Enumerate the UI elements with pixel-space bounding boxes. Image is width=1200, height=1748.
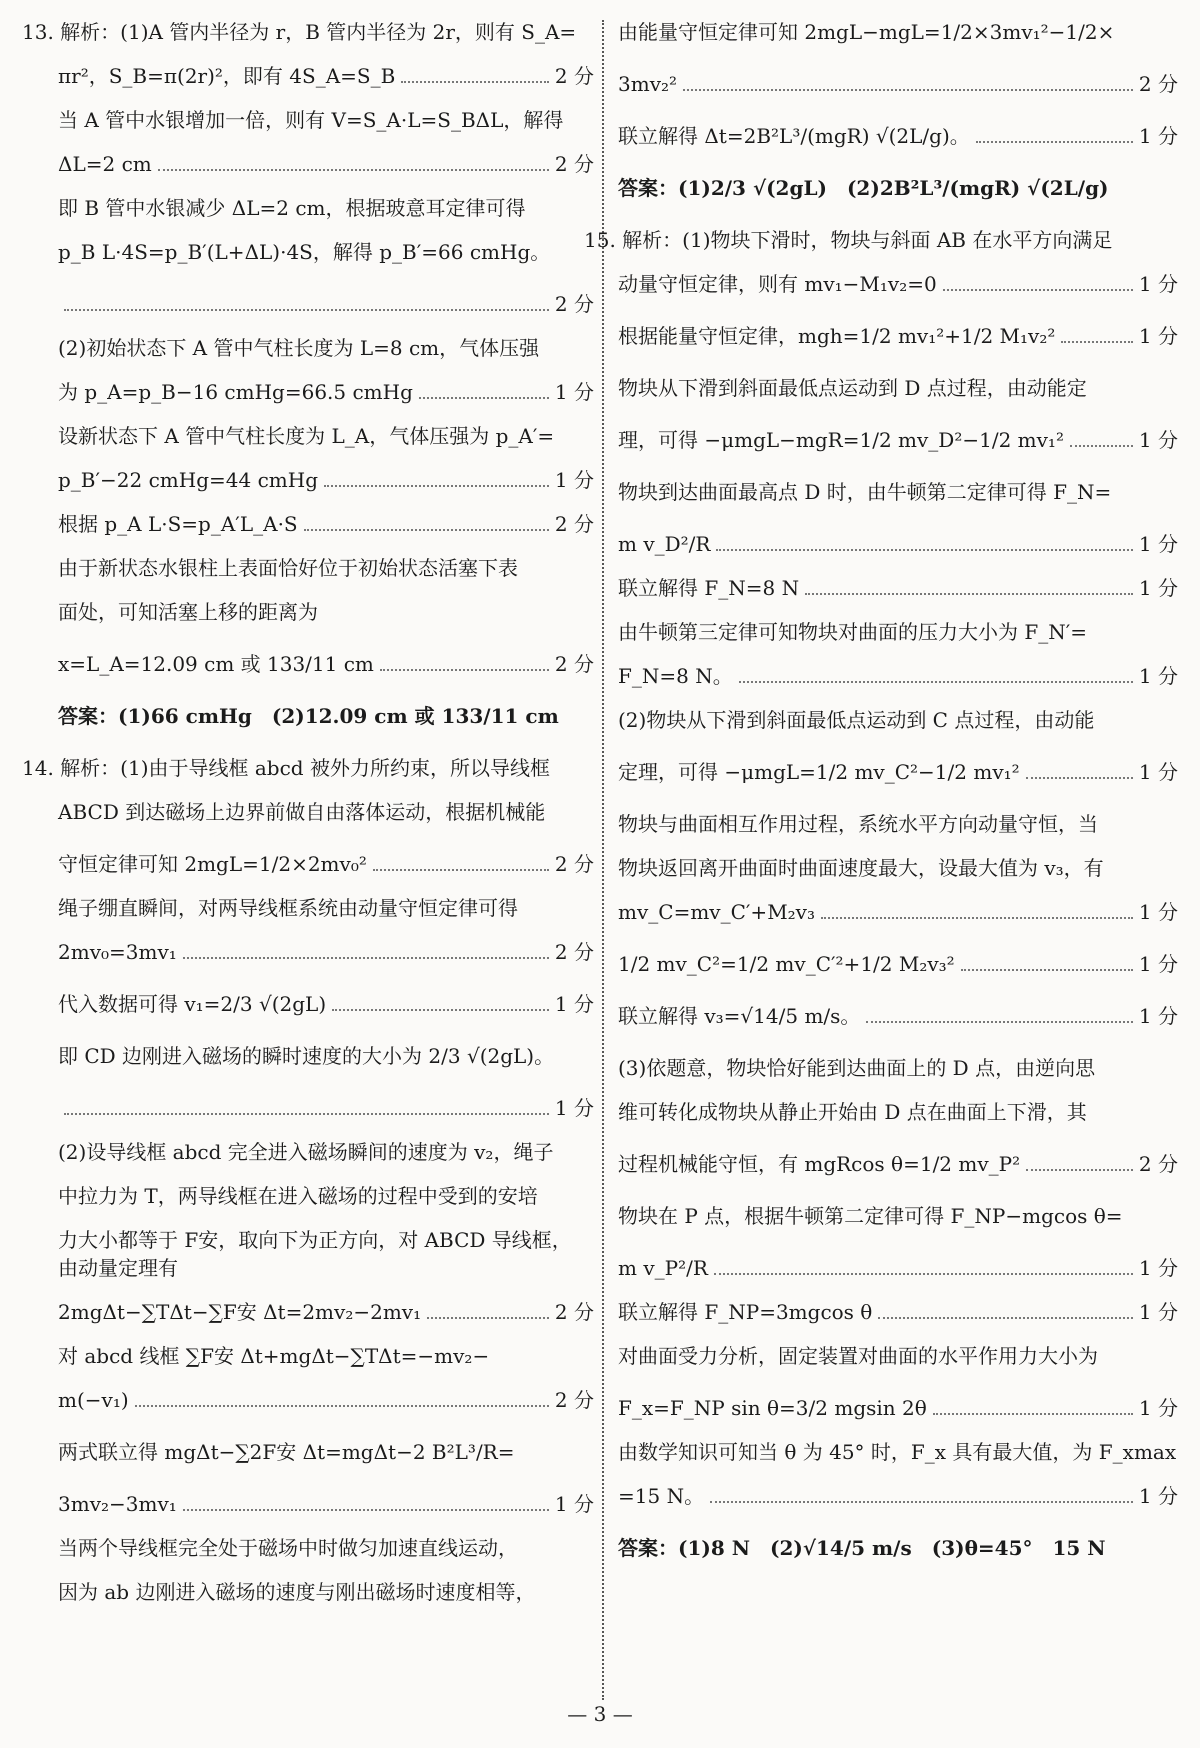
leader-dots	[1026, 1169, 1133, 1171]
q14-cont-line-1	[618, 18, 1178, 46]
q13-line-15	[22, 650, 594, 678]
right-column	[584, 18, 1178, 1562]
q15-line-21	[618, 1202, 1178, 1230]
leader-dots	[419, 397, 549, 399]
q15-line-25	[618, 1394, 1178, 1422]
q15-line-14	[618, 854, 1178, 882]
q13-line-13	[22, 554, 594, 582]
leader-dots	[943, 289, 1133, 291]
q14-line-5	[22, 938, 594, 966]
line-text: 过程机械能守恒，有 mgRcos θ=1/2 mv_P²	[618, 1152, 1021, 1176]
q14-cont-line-2	[618, 70, 1178, 98]
q15-line-11	[618, 706, 1178, 734]
score-label: 1 分	[554, 468, 594, 492]
line-text: F_x=F_NP sin θ=3/2 mgsin 2θ	[618, 1396, 927, 1420]
line-text: 由动量定理有	[58, 1256, 178, 1280]
line-text: (2)物块从下滑到斜面最低点运动到 C 点过程，由动能	[618, 708, 1095, 732]
q15-line-8	[618, 574, 1178, 602]
q14-cont-line-3	[618, 122, 1178, 150]
q15-line-15	[618, 898, 1178, 926]
column-divider	[602, 20, 604, 1700]
line-text: ABCD 到达磁场上边界前做自由落体运动，根据机械能	[58, 800, 546, 824]
leader-dots	[64, 1113, 549, 1115]
q15-line-22	[618, 1254, 1178, 1282]
leader-dots	[878, 1317, 1133, 1319]
line-text: 代入数据可得 v₁=2/3 √(2gL)	[58, 992, 327, 1016]
score-label: 2 分	[554, 292, 594, 316]
score-label: 1 分	[1138, 124, 1178, 148]
q13-line-1	[22, 18, 594, 46]
line-text: πr²，S_B=π(2r)²，即有 4S_A=S_B	[58, 64, 396, 88]
line-text: (2)初始状态下 A 管中气柱长度为 L=8 cm，气体压强	[58, 336, 540, 360]
line-text: 物块返回离开曲面时曲面速度最大，设最大值为 v₃，有	[618, 856, 1104, 880]
line-text: 力大小都等于 F安，取向下为正方向，对 ABCD 导线框，	[58, 1228, 572, 1252]
q15-line-7	[618, 530, 1178, 558]
line-text: 绳子绷直瞬间，对两导线框系统由动量守恒定律可得	[58, 896, 518, 920]
q13-answer	[22, 702, 594, 730]
leader-dots	[183, 1509, 549, 1511]
leader-dots	[324, 485, 549, 487]
leader-dots	[976, 141, 1133, 143]
q14-answer	[618, 174, 1178, 202]
line-text: m v_D²/R	[618, 532, 711, 556]
line-text: 理，可得 −μmgL−mgR=1/2 mv_D²−1/2 mv₁²	[618, 428, 1064, 452]
leader-dots	[961, 969, 1133, 971]
line-text: 中拉力为 T，两导线框在进入磁场的过程中受到的安培	[58, 1184, 538, 1208]
q13-line-9	[22, 378, 594, 406]
line-text: 由于新状态水银柱上表面恰好位于初始状态活塞下表	[58, 556, 518, 580]
q14-line-12	[22, 1254, 594, 1282]
line-text: 联立解得 v₃=√14/5 m/s。	[618, 1004, 861, 1028]
leader-dots	[135, 1405, 549, 1407]
line-text: 当两个导线框完全处于磁场中时做匀加速直线运动，	[58, 1536, 518, 1560]
line-text: m v_P²/R	[618, 1256, 708, 1280]
q14-line-19	[22, 1578, 594, 1606]
leader-dots	[716, 549, 1132, 551]
q13-line-4	[22, 150, 594, 178]
q13-line-3	[22, 106, 594, 134]
q14-line-9	[22, 1138, 594, 1166]
line-text: 1/2 mv_C²=1/2 mv_C′²+1/2 M₂v₃²	[618, 952, 955, 976]
score-label: 1 分	[1138, 272, 1178, 296]
score-label: 2 分	[554, 652, 594, 676]
line-text: 答案：(1)66 cmHg (2)12.09 cm 或 133/11 cm	[58, 704, 559, 728]
score-label: 1 分	[1138, 664, 1178, 688]
q15-line-19	[618, 1098, 1178, 1126]
q15-line-9	[618, 618, 1178, 646]
q14-line-2	[22, 798, 594, 826]
q15-line-12	[618, 758, 1178, 786]
score-label: 1 分	[1138, 428, 1178, 452]
line-text: m(−v₁)	[58, 1388, 129, 1412]
line-text: 对曲面受力分析，固定装置对曲面的水平作用力大小为	[618, 1344, 1098, 1368]
q15-answer	[618, 1534, 1178, 1562]
leader-dots	[64, 309, 549, 311]
q13-line-7	[22, 290, 594, 318]
q14-line-7	[22, 1042, 594, 1070]
line-text: 物块从下滑到斜面最低点运动到 D 点过程，由动能定	[618, 376, 1087, 400]
score-label: 1 分	[1138, 760, 1178, 784]
q15-line-24	[618, 1342, 1178, 1370]
q14-line-4	[22, 894, 594, 922]
q15-line-10	[618, 662, 1178, 690]
score-label: 1 分	[1138, 324, 1178, 348]
q15-line-5	[618, 426, 1178, 454]
q13-line-11	[22, 466, 594, 494]
q14-line-8	[22, 1094, 594, 1122]
q15-line-6	[618, 478, 1178, 506]
line-text: 3mv₂²	[618, 72, 678, 96]
q14-line-15	[22, 1386, 594, 1414]
leader-dots	[332, 1009, 549, 1011]
q15-line-13	[618, 810, 1178, 838]
score-label: 2 分	[554, 1300, 594, 1324]
line-text: mv_C=mv_C′+M₂v₃	[618, 900, 816, 924]
line-text: 14. 解析：(1)由于导线框 abcd 被外力所约束，所以导线框	[22, 756, 550, 780]
line-text: 3mv₂−3mv₁	[58, 1492, 177, 1516]
score-label: 1 分	[554, 992, 594, 1016]
q14-line-14	[22, 1342, 594, 1370]
q13-line-12	[22, 510, 594, 538]
line-text: 面处，可知活塞上移的距离为	[58, 600, 318, 624]
line-text: 根据能量守恒定律，mgh=1/2 mv₁²+1/2 M₁v₂²	[618, 324, 1056, 348]
line-text: 为 p_A=p_B−16 cmHg=66.5 cmHg	[58, 380, 413, 404]
line-text: 动量守恒定律，则有 mv₁−M₁v₂=0	[618, 272, 937, 296]
q15-line-2	[618, 270, 1178, 298]
line-text: 即 CD 边刚进入磁场的瞬时速度的大小为 2/3 √(2gL)。	[58, 1044, 555, 1068]
leader-dots	[1026, 777, 1133, 779]
score-label: 1 分	[1138, 1300, 1178, 1324]
q14-line-16	[22, 1438, 594, 1466]
line-text: 由牛顿第三定律可知物块对曲面的压力大小为 F_N′=	[618, 620, 1088, 644]
score-label: 1 分	[554, 1492, 594, 1516]
q15-line-3	[618, 322, 1178, 350]
score-label: 2 分	[554, 852, 594, 876]
line-text: 即 B 管中水银减少 ΔL=2 cm，根据玻意耳定律可得	[58, 196, 526, 220]
line-text: 物块到达曲面最高点 D 时，由牛顿第二定律可得 F_N=	[618, 480, 1112, 504]
line-text: x=L_A=12.09 cm 或 133/11 cm	[58, 652, 374, 676]
score-label: 2 分	[554, 152, 594, 176]
line-text: (2)设导线框 abcd 完全进入磁场瞬间的速度为 v₂，绳子	[58, 1140, 554, 1164]
line-text: 2mv₀=3mv₁	[58, 940, 177, 964]
leader-dots	[739, 681, 1133, 683]
line-text: 物块与曲面相互作用过程，系统水平方向动量守恒，当	[618, 812, 1098, 836]
line-text: 联立解得 F_N=8 N	[618, 576, 800, 600]
line-text: 设新状态下 A 管中气柱长度为 L_A，气体压强为 p_A′=	[58, 424, 555, 448]
score-label: 2 分	[1138, 72, 1178, 96]
leader-dots	[933, 1413, 1133, 1415]
q13-line-6	[22, 238, 594, 266]
score-label: 2 分	[554, 1388, 594, 1412]
leader-dots	[805, 593, 1133, 595]
line-text: 联立解得 F_NP=3mgcos θ	[618, 1300, 873, 1324]
q15-line-1	[584, 226, 1178, 254]
leader-dots	[1070, 445, 1133, 447]
score-label: 2 分	[554, 940, 594, 964]
line-text: (3)依题意，物块恰好能到达曲面上的 D 点，由逆向思	[618, 1056, 1096, 1080]
leader-dots	[373, 869, 549, 871]
leader-dots	[427, 1317, 549, 1319]
q15-line-23	[618, 1298, 1178, 1326]
q15-line-16	[618, 950, 1178, 978]
q15-line-18	[618, 1054, 1178, 1082]
score-label: 1 分	[1138, 1396, 1178, 1420]
score-label: 1 分	[1138, 900, 1178, 924]
q14-line-11	[22, 1226, 594, 1254]
line-text: 因为 ab 边刚进入磁场的速度与刚出磁场时速度相等，	[58, 1580, 536, 1604]
q14-line-6	[22, 990, 594, 1018]
line-text: 当 A 管中水银增加一倍，则有 V=S_A·L=S_BΔL，解得	[58, 108, 564, 132]
line-text: p_B′−22 cmHg=44 cmHg	[58, 468, 318, 492]
q15-line-4	[618, 374, 1178, 402]
score-label: 1 分	[1138, 952, 1178, 976]
line-text: 答案：(1)8 N (2)√14/5 m/s (3)θ=45° 15 N	[618, 1536, 1106, 1560]
q13-line-14	[22, 598, 594, 626]
q15-line-20	[618, 1150, 1178, 1178]
score-label: 1 分	[1138, 532, 1178, 556]
score-label: 2 分	[554, 64, 594, 88]
page-number: — 3 —	[567, 1702, 633, 1726]
leader-dots	[304, 529, 549, 531]
leader-dots	[401, 81, 549, 83]
q14-line-3	[22, 850, 594, 878]
q13-line-8	[22, 334, 594, 362]
line-text: ΔL=2 cm	[58, 152, 152, 176]
leader-dots	[1061, 341, 1133, 343]
line-text: 定理，可得 −μmgL=1/2 mv_C²−1/2 mv₁²	[618, 760, 1020, 784]
q13-line-2	[22, 62, 594, 90]
score-label: 1 分	[1138, 1484, 1178, 1508]
leader-dots	[683, 89, 1133, 91]
score-label: 2 分	[1138, 1152, 1178, 1176]
leader-dots	[866, 1021, 1132, 1023]
score-label: 1 分	[554, 380, 594, 404]
leader-dots	[821, 917, 1133, 919]
line-text: 由数学知识可知当 θ 为 45° 时，F_x 具有最大值，为 F_xmax	[618, 1440, 1177, 1464]
score-label: 1 分	[1138, 1004, 1178, 1028]
line-text: 15. 解析：(1)物块下滑时，物块与斜面 AB 在水平方向满足	[584, 228, 1113, 252]
line-text: 维可转化成物块从静止开始由 D 点在曲面上下滑，其	[618, 1100, 1087, 1124]
leader-dots	[183, 957, 549, 959]
q15-line-27	[618, 1482, 1178, 1510]
q13-line-5	[22, 194, 594, 222]
score-label: 1 分	[554, 1096, 594, 1120]
line-text: 守恒定律可知 2mgL=1/2×2mv₀²	[58, 852, 367, 876]
line-text: 联立解得 Δt=2B²L³/(mgR) √(2L/g)。	[618, 124, 970, 148]
score-label: 1 分	[1138, 1256, 1178, 1280]
q15-line-26	[618, 1438, 1178, 1466]
line-text: 对 abcd 线框 ∑F安 Δt+mgΔt−∑TΔt=−mv₂−	[58, 1344, 490, 1368]
score-label: 1 分	[1138, 576, 1178, 600]
line-text: 13. 解析：(1)A 管内半径为 r，B 管内半径为 2r，则有 S_A=	[22, 20, 577, 44]
score-label: 2 分	[554, 512, 594, 536]
line-text: 物块在 P 点，根据牛顿第二定律可得 F_NP−mgcos θ=	[618, 1204, 1123, 1228]
q15-line-17	[618, 1002, 1178, 1030]
line-text: F_N=8 N。	[618, 664, 733, 688]
leader-dots	[710, 1501, 1133, 1503]
leader-dots	[158, 169, 549, 171]
q14-line-17	[22, 1490, 594, 1518]
left-column	[22, 18, 594, 1606]
line-text: 根据 p_A L·S=p_A′L_A·S	[58, 512, 298, 536]
q13-line-10	[22, 422, 594, 450]
q14-line-1	[22, 754, 594, 782]
q14-line-10	[22, 1182, 594, 1210]
leader-dots	[714, 1273, 1133, 1275]
line-text: 答案：(1)2/3 √(2gL) (2)2B²L³/(mgR) √(2L/g)	[618, 176, 1109, 200]
line-text: 由能量守恒定律可知 2mgL−mgL=1/2×3mv₁²−1/2×	[618, 20, 1115, 44]
leader-dots	[380, 669, 549, 671]
line-text: p_B L·4S=p_B′(L+ΔL)·4S，解得 p_B′=66 cmHg。	[58, 240, 551, 264]
line-text: 两式联立得 mgΔt−∑2F安 Δt=mgΔt−2 B²L³/R=	[58, 1440, 515, 1464]
q14-line-13	[22, 1298, 594, 1326]
line-text: 2mgΔt−∑TΔt−∑F安 Δt=2mv₂−2mv₁	[58, 1300, 422, 1324]
line-text: =15 N。	[618, 1484, 705, 1508]
q14-line-18	[22, 1534, 594, 1562]
